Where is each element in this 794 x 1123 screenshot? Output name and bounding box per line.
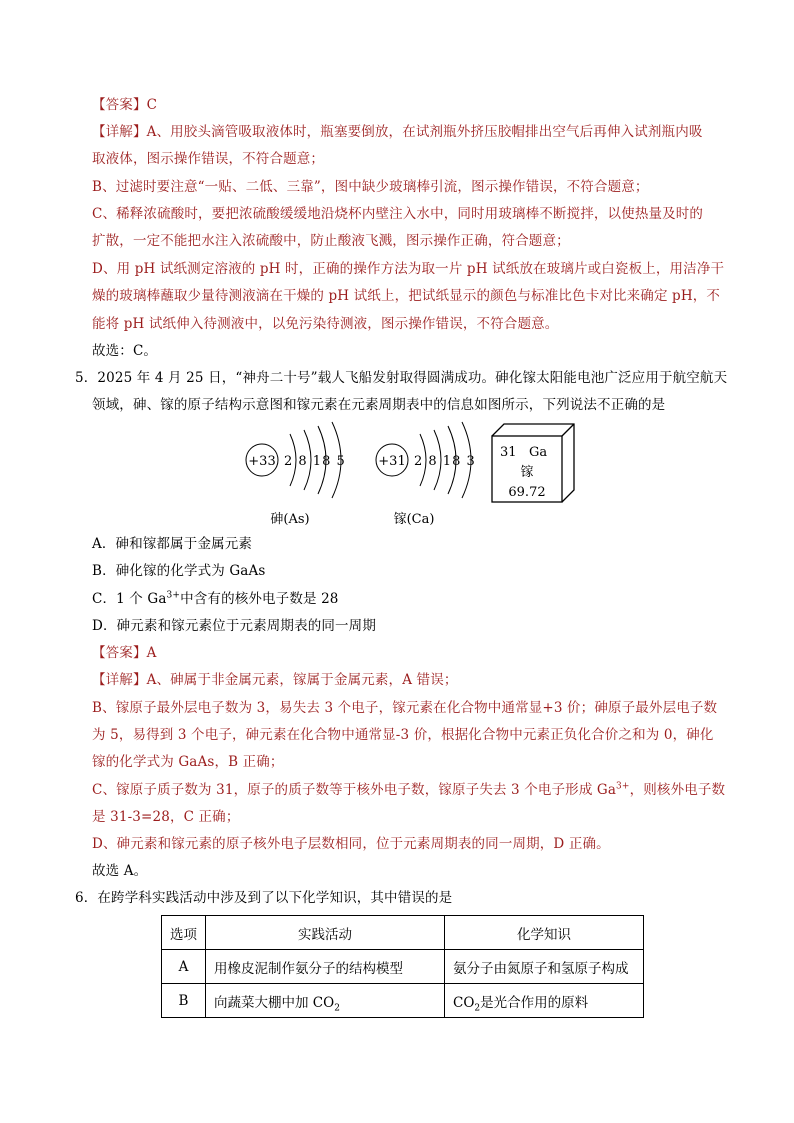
row-activity: 用橡皮泥制作氨分子的结构模型 <box>206 950 445 984</box>
ga-nucleus-charge: +31 <box>378 454 406 469</box>
explanation-line: 【详解】A、砷属于非金属元素，镓属于金属元素，A 错误； <box>92 672 458 688</box>
option-c: C．1 个 $Ga^{3+}$中含有的核外电子数是 28 <box>92 590 339 607</box>
as-nucleus-charge: +33 <box>248 454 276 469</box>
conclusion: 故选：C。 <box>92 343 158 359</box>
question-stem: 领域，砷、镓的原子结构示意图和镓元素在元素周期表中的信息如图所示，下列说法不正确的是 <box>92 397 666 413</box>
row-knowledge: 氨分子由氮原子和氢原子构成 <box>445 950 644 984</box>
table-row <box>162 984 644 1018</box>
explanation-line: C、稀释浓硫酸时，要把浓硫酸缓缓地沿烧杯内壁注入水中，同时用玻璃棒不断搅拌，以使热量及时的 <box>92 206 704 222</box>
as-shell-electrons: 2 8 18 5 <box>284 454 346 469</box>
row-knowledge: $CO_2$是光合作用的原料 <box>445 984 644 1018</box>
explanation-line: D、砷元素和镓元素的原子核外电子层数相同，位于元素周期表的同一周期，D 正确。 <box>92 836 610 852</box>
header-option: 选项 <box>162 916 206 950</box>
ga-caption: 镓(Ca) <box>393 512 435 527</box>
explanation-line: 扩散，一定不能把水注入浓硫酸中，防止酸液飞溅，图示操作正确，符合题意； <box>92 233 570 249</box>
header-activity: 实践活动 <box>206 916 445 950</box>
table-row <box>162 950 644 984</box>
explanation-line: 是 31-3=28，C 正确； <box>92 809 240 825</box>
cell-symbol: Ga <box>529 445 548 460</box>
explanation-line: 能将 pH 试纸伸入待测液中，以免污染待测液，图示操作错误，不符合题意。 <box>92 316 559 332</box>
explanation-line: 镓的化学式为 GaAs，B 正确； <box>92 754 284 770</box>
table-header-row <box>162 916 644 950</box>
atomic-structure-figure <box>236 420 596 530</box>
as-caption: 砷(As) <box>270 512 310 527</box>
explanation-line: B、过滤时要注意“一贴、二低、三靠”，图中缺少玻璃棒引流，图示操作错误，不符合题意； <box>92 179 649 195</box>
answer-label: 【答案】C <box>92 97 158 113</box>
explanation-line: D、用 pH 试纸测定溶液的 pH 时，正确的操作方法为取一片 pH 试纸放在玻璃片或白瓷板上，用洁净干 <box>92 261 725 277</box>
cell-atomic-number: 31 <box>500 445 517 460</box>
ga-shell-electrons: 2 8 18 3 <box>414 454 476 469</box>
row-option: B <box>162 984 206 1018</box>
cell-atomic-mass: 69.72 <box>508 485 546 500</box>
explanation-line: 为 5，易得到 3 个电子，砷元素在化合物中通常显-3 价，根据化合物中元素正负化合价之和为 0，砷化 <box>92 727 714 743</box>
explanation-line: 【详解】A、用胶头滴管吸取液体时，瓶塞要倒放，在试剂瓶外挤压胶帽排出空气后再伸入试剂瓶内吸 <box>92 124 703 140</box>
row-option: A <box>162 950 206 984</box>
cell-element-name: 镓 <box>520 465 534 480</box>
option-d: D．砷元素和镓元素位于元素周期表的同一周期 <box>92 618 376 634</box>
option-b: B．砷化镓的化学式为 GaAs <box>92 563 266 579</box>
explanation-line: 燥的玻璃棒蘸取少量待测液滴在干燥的 pH 试纸上，把试纸显示的颜色与标准比色卡对比来确定 pH，不 <box>92 288 721 304</box>
explanation-line: B、镓原子最外层电子数为 3，易失去 3 个电子，镓元素在化合物中通常显+3 价；砷原子最外层电子数 <box>92 700 718 716</box>
row-activity: 向蔬菜大棚中加 $CO_2$ <box>206 984 445 1018</box>
question-stem: 5．2025 年 4 月 25 日，“神舟二十号”载人飞船发射取得圆满成功。砷化镓太阳能电池广泛应用于航空航天 <box>75 370 728 386</box>
explanation-line: 取液体，图示操作错误，不符合题意； <box>92 151 325 167</box>
option-a: A．砷和镓都属于金属元素 <box>92 536 253 552</box>
header-knowledge: 化学知识 <box>445 916 644 950</box>
answer-label: 【答案】A <box>92 645 157 661</box>
conclusion: 故选 A。 <box>92 863 148 879</box>
explanation-line: C、镓原子质子数为 31，原子的质子数等于核外电子数，镓原子失去 3 个电子形成 $Ga^{3+}$，则核外电子数 <box>92 781 726 798</box>
question-stem: 6．在跨学科实践活动中涉及到了以下化学知识，其中错误的是 <box>75 890 453 906</box>
practice-table <box>161 915 644 1018</box>
